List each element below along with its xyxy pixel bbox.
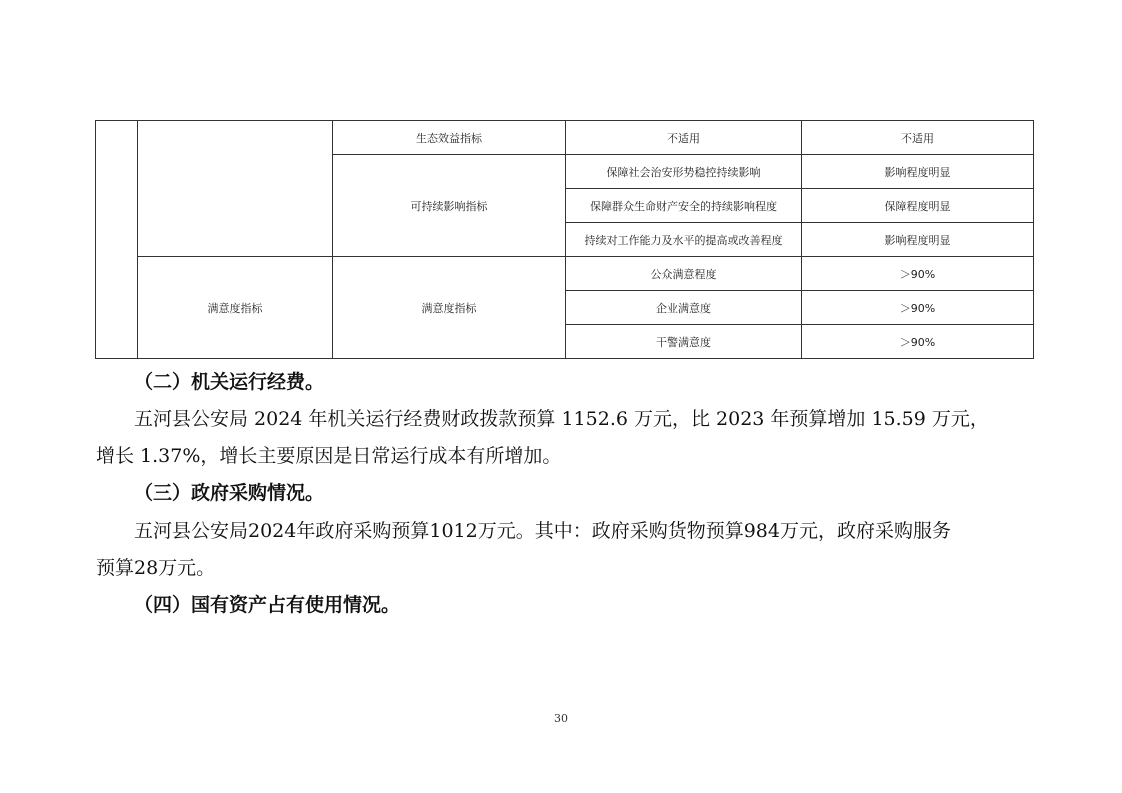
indicator-cell: 干警满意度 bbox=[566, 325, 802, 359]
value-cell: ＞90% bbox=[802, 257, 1034, 291]
indicator-cell: 持续对工作能力及水平的提高或改善程度 bbox=[566, 223, 802, 257]
section-heading-operating-expenses: （二）机关运行经费。 bbox=[134, 371, 325, 393]
indicator-cell: 保障社会治安形势稳控持续影响 bbox=[566, 155, 802, 189]
level1-cell bbox=[96, 121, 138, 359]
paragraph-line: 五河县公安局 2024 年机关运行经费财政拨款预算 1152.6 万元，比 2023 年预算增加 15.59 万元， bbox=[134, 408, 989, 430]
level3-cell: 满意度指标 bbox=[333, 257, 566, 359]
paragraph-line: 五河县公安局2024年政府采购预算1012万元。其中：政府采购货物预算984万元，政府采购服务 bbox=[134, 520, 951, 542]
section-heading-procurement: （三）政府采购情况。 bbox=[134, 482, 325, 504]
page-number: 30 bbox=[554, 712, 568, 725]
section-heading-state-assets: （四）国有资产占有使用情况。 bbox=[134, 594, 401, 616]
indicator-cell: 保障群众生命财产安全的持续影响程度 bbox=[566, 189, 802, 223]
paragraph-line: 增长 1.37%，增长主要原因是日常运行成本有所增加。 bbox=[96, 445, 562, 467]
level3-cell: 可持续影响指标 bbox=[333, 155, 566, 257]
value-cell: 影响程度明显 bbox=[802, 155, 1034, 189]
level2-cell: 满意度指标 bbox=[138, 257, 333, 359]
value-cell: 保障程度明显 bbox=[802, 189, 1034, 223]
value-cell: ＞90% bbox=[802, 291, 1034, 325]
value-cell: 影响程度明显 bbox=[802, 223, 1034, 257]
table-row bbox=[96, 257, 1034, 291]
level2-cell bbox=[138, 121, 333, 257]
indicator-cell: 不适用 bbox=[566, 121, 802, 155]
indicator-cell: 企业满意度 bbox=[566, 291, 802, 325]
table-row bbox=[96, 121, 1034, 155]
performance-table bbox=[95, 120, 1034, 359]
paragraph-line: 预算28万元。 bbox=[96, 557, 216, 579]
value-cell: ＞90% bbox=[802, 325, 1034, 359]
level3-cell: 生态效益指标 bbox=[333, 121, 566, 155]
value-cell: 不适用 bbox=[802, 121, 1034, 155]
indicator-cell: 公众满意程度 bbox=[566, 257, 802, 291]
